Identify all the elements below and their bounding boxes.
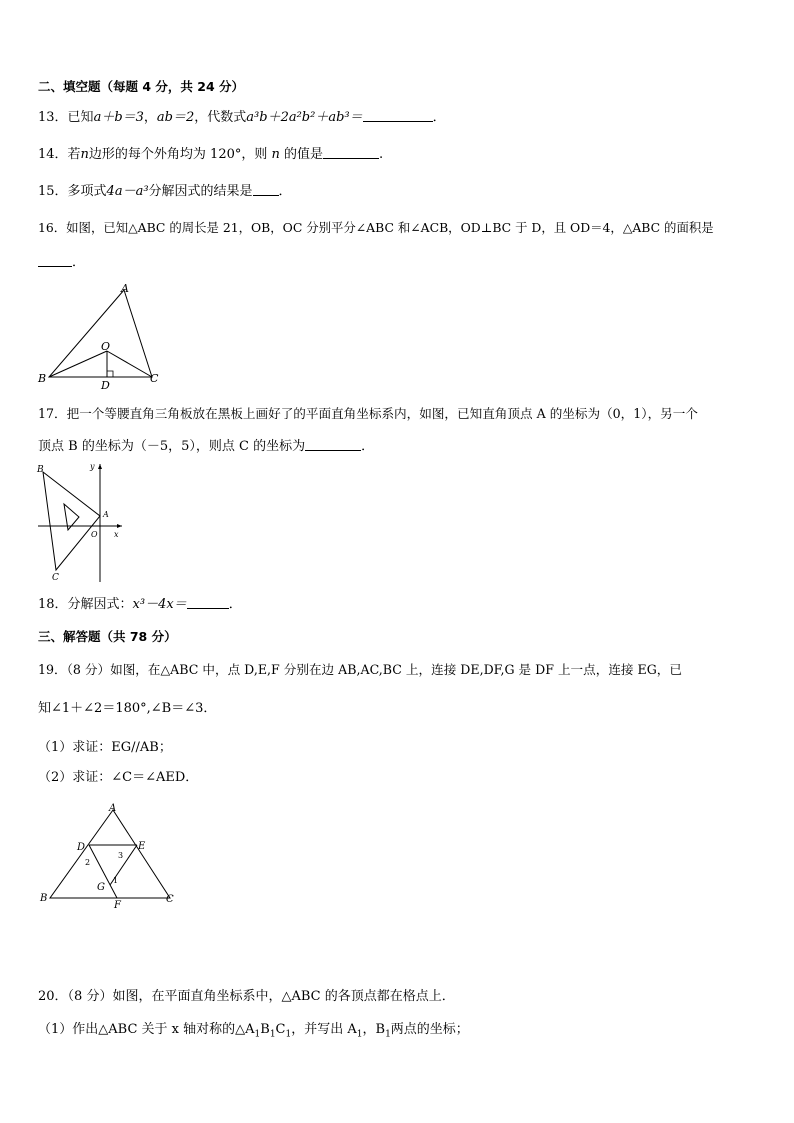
question-17-line2: 顶点 B 的坐标为（－5，5），则点 C 的坐标为 ．: [38, 439, 375, 454]
segment-ob: [49, 351, 107, 377]
label-g: G: [97, 882, 105, 893]
label-c: C: [52, 573, 59, 583]
answer-blank-15[interactable]: [253, 183, 279, 196]
label-c: C: [166, 894, 174, 905]
answer-blank-13[interactable]: [363, 109, 433, 122]
question-20: 20．（8 分）如图，在平面直角坐标系中，△ABC 的各顶点都在格点上．: [38, 989, 455, 1004]
angle-label-2: 2: [85, 858, 91, 867]
answer-blank-18[interactable]: [187, 596, 229, 609]
question-16: 16．如图，已知△ABC 的周长是 21，OB，OC 分别平分∠ABC 和∠ACB，OD⊥BC 于 D，且 OD＝4，△ABC 的面积是: [38, 220, 714, 235]
question-19-line2: 知∠1＋∠2＝180°,∠B＝∠3．: [38, 701, 217, 716]
label-f: F: [114, 900, 121, 911]
answer-blank-16[interactable]: [38, 254, 72, 267]
question-20-part1: （1）作出△ABC 关于 x 轴对称的$\triangle A_1B_1C_1$，并写出 $A_1$，$B_1$两点的坐标；: [38, 1022, 469, 1040]
label-e: E: [138, 841, 146, 852]
question-16-answer: ．: [38, 254, 85, 272]
label-a: A: [121, 282, 129, 295]
answer-blank-17[interactable]: [305, 438, 361, 451]
angle-label-3: 3: [118, 851, 124, 860]
label-a: A: [103, 510, 109, 519]
right-angle-mark: [107, 371, 113, 377]
section-3-title: 三、解答题（共 78 分）: [38, 629, 177, 644]
question-19: 19．（8 分）如图，在△ABC 中，点 D,E,F 分别在边 AB,AC,BC 上，连接 DE,DF,G 是 DF 上一点，连接 EG，已: [38, 662, 682, 677]
label-b: B: [38, 372, 47, 385]
question-13: 13．已知a＋b＝3，ab＝2，代数式a³b＋2a²b²＋ab³＝ ．: [38, 110, 446, 125]
label-d: D: [101, 379, 110, 392]
triangle-ruler-outer: [43, 472, 100, 570]
x-axis-arrow-icon: [117, 524, 122, 528]
angle-label-1: 1: [113, 876, 119, 885]
label-o: O: [101, 340, 111, 353]
label-y: y: [90, 462, 95, 471]
label-d: D: [77, 842, 86, 853]
question-19-part1: （1）求证：EG//AB；: [38, 740, 172, 755]
figure-16-triangle: [34, 280, 174, 390]
question-19-part2: （2）求证：∠C＝∠AED．: [38, 770, 199, 785]
question-15: 15．多项式4a－a³分解因式的结果是 ．: [38, 184, 292, 199]
y-axis-arrow-icon: [98, 464, 102, 469]
question-18: 18．分解因式：x³－4x＝ ．: [38, 597, 242, 612]
section-2-title: 二、填空题（每题 4 分，共 24 分）: [38, 79, 245, 94]
label-x: x: [114, 530, 119, 539]
answer-blank-14[interactable]: [323, 146, 379, 159]
label-b: B: [40, 893, 48, 904]
question-17: 17．把一个等腰直角三角板放在黑板上画好了的平面直角坐标系内，如图，已知直角顶点 A 的坐标为（0，1），另一个: [38, 406, 698, 421]
triangle-abc: [49, 290, 152, 377]
label-o: O: [91, 530, 98, 539]
question-14: 14．若n边形的每个外角均为 120°，则 n 的值是 .: [38, 147, 384, 162]
label-c: C: [150, 372, 159, 385]
label-a: A: [109, 803, 117, 814]
label-b: B: [37, 465, 44, 475]
figure-17-coordinate-plane: [34, 460, 134, 585]
figure-19-triangle: [38, 800, 183, 910]
